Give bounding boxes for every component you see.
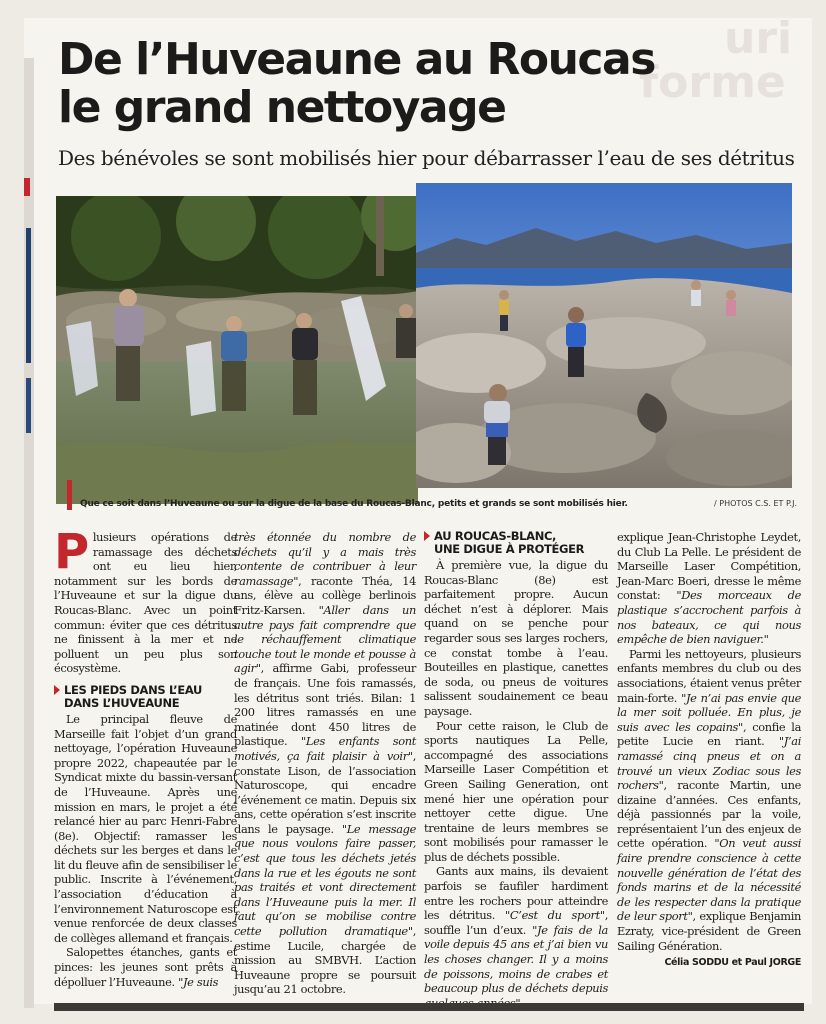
photo-caption: Que ce soit dans l’Huveaune ou sur la digue de la base du Roucas-Blanc, petits et grands se sont mobilisés hier. [80,499,628,509]
breakwater-scene-image [416,183,792,488]
photo-roucas-blanc-digue [416,183,792,488]
triangle-bullet-icon [54,685,60,695]
body-paragraph: À première vue, la digue du Roucas-Blanc (8e) est parfaitement propre. Aucun déchet n’est à déplorer. Mais quand on se penche pour regarder sous ses larges rochers, ce constat tombe à l’eau. Bouteilles en plastique, canettes de soda, ou pneus de voitures salissent soudainement ce beau paysage. [424,558,608,718]
photo-credit: / PHOTOS C.S. ET P.J. [714,499,797,508]
bleed-through-text-2: forme [639,57,786,108]
body-paragraph: Salopettes étanches, gants et pinces: les jeunes sont prêts à dépolluer l’Huveaune. "Je suis [54,945,237,989]
adjacent-page-edge [24,58,34,1008]
triangle-bullet-icon [424,531,430,541]
article-subtitle: Des bénévoles se sont mobilisés hier pour débarrasser l’eau de ses détritus [58,146,795,170]
body-paragraph: Le principal fleuve de Marseille fait l’objet d’un grand nettoyage, l’opération Huveaune propre 2022, chapeautée par le Syndicat mixte du bassin-versant de l’Huveaune. Après une mission en mars, le projet a été relancé hier au parc Henri-Fabre (8e). Objectif: ramasser les déchets sur les berges et dans le lit du fleuve afin de sensibiliser le public. Inscrite à l’événement, l’association d’éducation à l’environnement Naturoscope est venue renforcée de deux classes de collèges allemand et français. [54,711,237,945]
river-scene-image [56,196,418,504]
body-paragraph: explique Jean-Christophe Leydet, du Club La Pelle. Le président de Marseille Laser Compétition, Jean-Marc Boeri, dresse le même constat: "Des morceaux de plastique s’accrochent parfois à nos bateaux, ce qui nous empêche de bien naviguer." [617,530,801,647]
body-paragraph: Gants aux mains, ils devaient parfois se faufiler hardiment entre les rochers pour atteindre les détritus. "C’est du sport", souffle l’un d’eux. "Je fais de la voile depuis 45 ans et j’ai bien vu les choses changer. Il y a moins de poissons, moins de crabes et beaucoup plus de déchets depuis [424,864,608,996]
headline-line-1: De l’Huveaune au Roucas [58,34,655,85]
article-column-1 [54,524,237,989]
body-paragraph: Pour cette raison, le Club de sports nautiques La Pelle, accompagné des associations Marseille Laser Compétition et Green Sailing Generation, ont mené hier une opération pour nettoyer cette digue. Une trentaine de leurs membres se sont mobilisés pour ramasser le plus de déchets possible. [424,718,608,864]
caption-accent-bar [67,480,72,510]
section-heading-huveaune: LES PIEDS DANS L’EAU DANS L’HUVEAUNE [54,684,237,710]
body-paragraph: très étonnée du nombre de déchets qu’il y a mais très contente de contribuer à leur ramassage", raconte Théa, 14 ans, élève au collège berlinois Fritz-Karsen. "Aller dans un autre pays fait comprendre que le réchauffement climatique touche tout le monde et pousse à agir", affirme Gabi, professeur de français. Une fois ramassés, les détritus sont triés. Bilan: 1 200 litres ramassés en une matinée dont 450 litres de plastique. "Les enfants sont motivés, ça fait plaisir à voir", constate Lison, de l’association Naturoscope, qui encadre l’événement ce matin. Depuis six ans, cette opération s’est inscrite dans le paysage. "Le message que nous voulons faire passer, c’est que tous les déchets jetés dans la rue et les égouts ne sont pas traités et vont directement dans l’Huveaune puis la mer. Il faut qu’on se mobilise contre cette pollution dramatique", estime Lucile, chargée de mission au SMBVH. L’action Huveaune propre se poursuit jusqu’au 21 octobre. [234,530,416,997]
article-column-2 [234,530,416,997]
article-column-3 [424,530,608,1010]
newspaper-page [24,13,812,1004]
section-heading-roucas-blanc: AU ROUCAS-BLANC, UNE DIGUE À PROTÉGER [424,530,608,556]
intro-paragraph: Plusieurs opérations de ramassage des déchets ont eu lieu hier, notamment sur les bords de l’Huveaune et sur la digue du Roucas-Blanc. Avec un point commun: éviter que ces détritus ne finissent à la mer et ne polluent un peu plus son écosystème. [54,524,237,676]
article-column-4 [617,530,801,971]
edge-red-mark [24,178,30,196]
author-byline: Célia SODDU et Paul JORGE [664,957,801,969]
headline-line-2: le grand nettoyage [58,82,506,133]
page-bottom-rule [54,1003,804,1011]
edge-blue-mark [26,228,31,363]
photo-huveaune-cleanup [56,196,418,504]
edge-blue-mark-lower [26,378,31,433]
article-headline [58,36,778,132]
drop-cap: P [54,524,89,580]
body-paragraph: Parmi les nettoyeurs, plusieurs enfants membres du club ou des associations, étaient venus prêter main-forte. "Je n’ai pas envie que la mer soit polluée. En plus, je suis avec les copains", confie la petite Lucie en riant. "J’ai ramassé cinq pneus et on a trouvé un vieux Zodiac sous les rochers", raconte Martin, une dizaine d’années. Ces enfants, déjà passionnés par la voile, représentaient l’un des enjeux de cette opération. "On veut aussi faire prendre conscience à cette nouvelle génération de l’état des fonds marins et de la nécessité de les respecter dans la pratique de leur sport", explique Benjamin Ezraty, vice-président de Green Sailing Génération. [617,646,802,953]
bleed-through-text-1: uri [724,13,793,64]
